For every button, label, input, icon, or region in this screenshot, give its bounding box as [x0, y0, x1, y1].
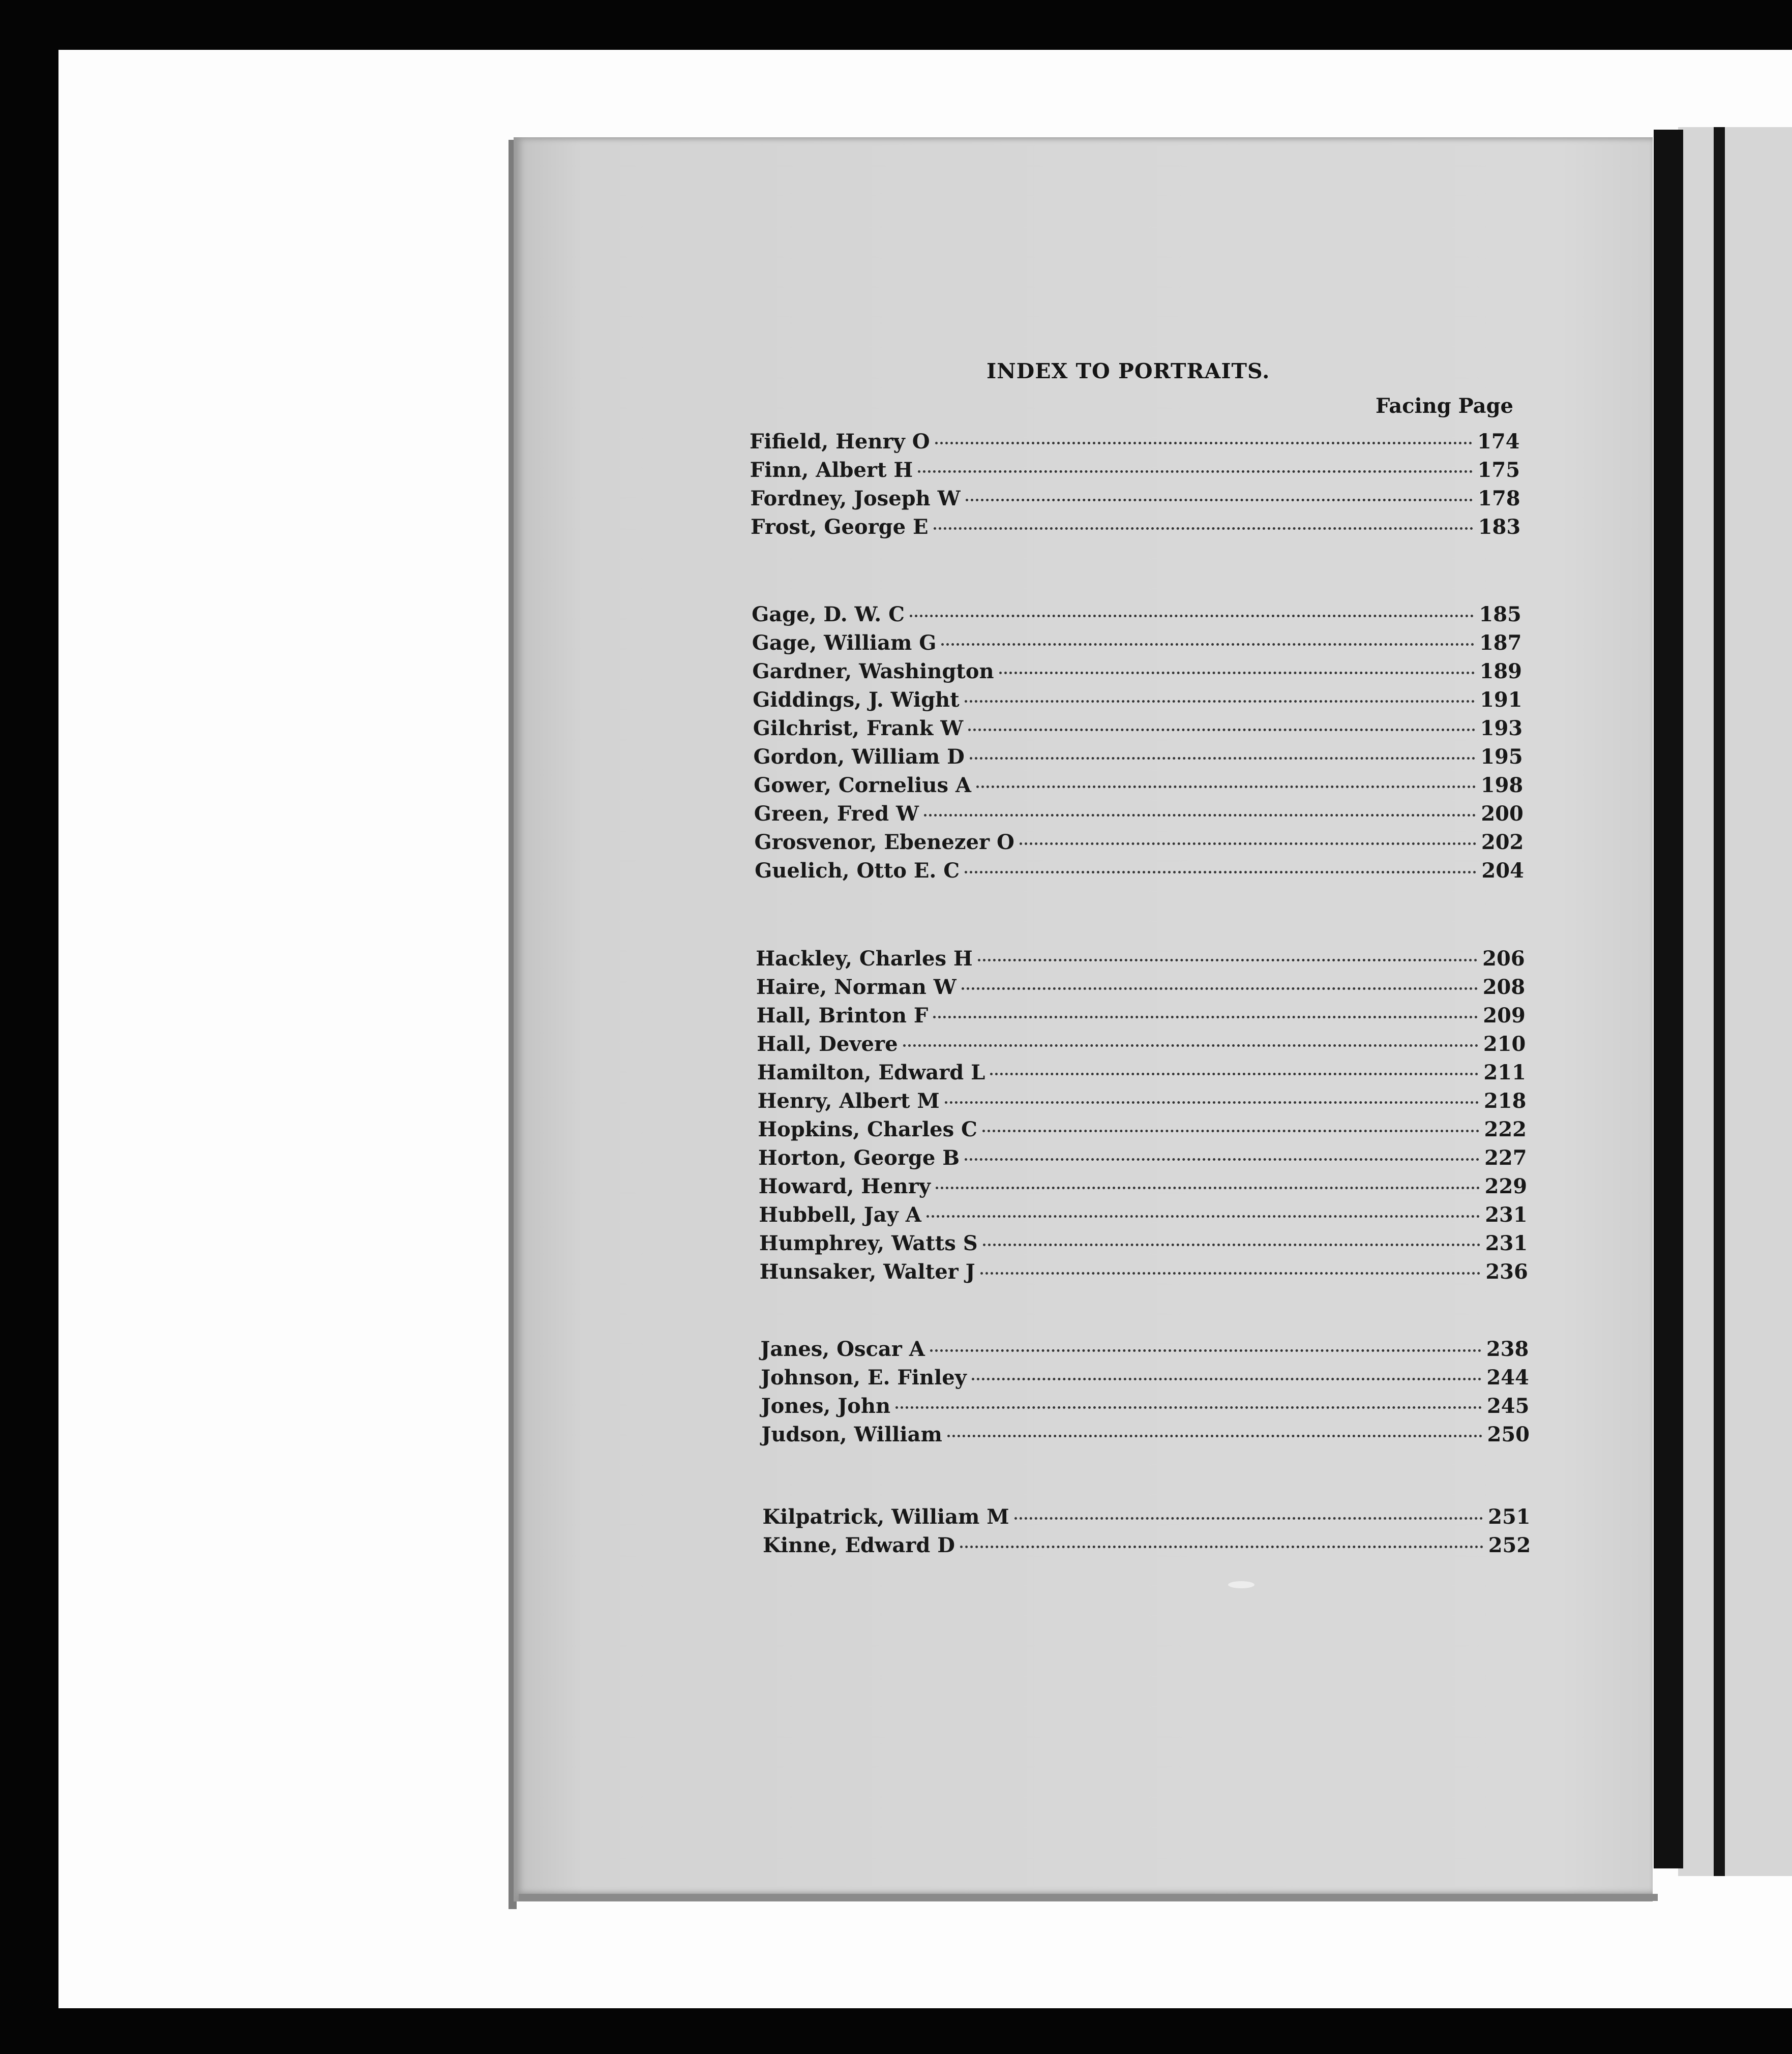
- dot-leader: [965, 700, 1475, 703]
- index-entry: [754, 773, 1524, 801]
- entry-name: Kinne, Edward D: [763, 1533, 955, 1557]
- entry-page-number: 211: [1483, 1061, 1526, 1084]
- index-entry: [756, 1004, 1526, 1031]
- dot-leader: [930, 1349, 1481, 1352]
- entry-name: Gardner, Washington: [752, 659, 994, 683]
- index-entry: [759, 1231, 1528, 1259]
- entry-name: Guelich, Otto E. C: [755, 859, 960, 883]
- entry-name: Grosvenor, Ebenezer O: [754, 830, 1014, 854]
- entry-page-number: 222: [1484, 1117, 1527, 1141]
- entry-page-number: 238: [1486, 1337, 1529, 1361]
- entry-name: Hall, Brinton F: [756, 1004, 929, 1028]
- entry-name: Green, Fred W: [754, 802, 919, 826]
- index-entry: [751, 515, 1521, 542]
- entry-page-number: 236: [1485, 1260, 1528, 1284]
- entry-name: Fifield, Henry O: [750, 430, 930, 454]
- index-entry: [753, 688, 1522, 715]
- entry-page-number: 206: [1482, 947, 1525, 971]
- book-spine-inner: [1714, 127, 1725, 1876]
- index-entry: [750, 430, 1520, 457]
- page-smudge: [1228, 1581, 1255, 1588]
- index-entry: [753, 716, 1523, 744]
- entry-page-number: 204: [1481, 859, 1524, 883]
- index-entry: [757, 1089, 1527, 1116]
- entry-page-number: 250: [1487, 1423, 1530, 1446]
- entry-name: Judson, William: [761, 1423, 942, 1446]
- dot-leader: [935, 442, 1472, 444]
- dot-leader: [976, 786, 1476, 788]
- index-entry: [758, 1117, 1527, 1145]
- index-entry: [762, 1505, 1531, 1532]
- page-title: INDEX TO PORTRAITS.: [987, 359, 1270, 383]
- entry-name: Hunsaker, Walter J: [759, 1260, 975, 1284]
- entry-page-number: 229: [1484, 1174, 1528, 1198]
- dot-leader: [965, 1158, 1479, 1161]
- entry-page-number: 218: [1483, 1089, 1527, 1113]
- entry-page-number: 200: [1481, 802, 1524, 826]
- entry-name: Gage, D. W. C: [752, 602, 905, 626]
- dot-leader: [970, 757, 1475, 760]
- index-entry: [754, 802, 1524, 829]
- entry-page-number: 195: [1480, 745, 1523, 769]
- index-entry: [756, 975, 1526, 1003]
- entry-name: Gage, William G: [752, 631, 937, 655]
- dot-leader: [1014, 1517, 1483, 1520]
- index-entry: [755, 859, 1524, 886]
- entry-page-number: 231: [1485, 1231, 1528, 1255]
- dot-leader: [924, 814, 1476, 817]
- entry-name: Fordney, Joseph W: [750, 487, 961, 510]
- entry-name: Finn, Albert H: [750, 458, 913, 482]
- dot-leader: [972, 1378, 1482, 1380]
- entry-name: Gordon, William D: [753, 745, 965, 769]
- index-entry: [756, 947, 1525, 974]
- entry-name: Hackley, Charles H: [756, 947, 973, 971]
- entry-page-number: 198: [1480, 773, 1524, 797]
- entry-name: Kilpatrick, William M: [762, 1505, 1009, 1529]
- index-entry: [760, 1337, 1529, 1365]
- facing-page-edge: [1678, 127, 1792, 1876]
- index-entry: [750, 458, 1520, 486]
- entry-name: Horton, George B: [758, 1146, 960, 1170]
- entry-name: Frost, George E: [751, 515, 929, 539]
- entry-page-number: 245: [1486, 1394, 1530, 1418]
- entry-name: Haire, Norman W: [756, 975, 957, 999]
- dot-leader: [945, 1101, 1479, 1104]
- dot-leader: [1020, 842, 1476, 845]
- index-entry: [758, 1146, 1527, 1173]
- dot-leader: [936, 1187, 1480, 1189]
- dot-leader: [962, 987, 1478, 990]
- entry-page-number: 191: [1480, 688, 1522, 712]
- entry-page-number: 178: [1478, 487, 1520, 510]
- index-entry: [752, 631, 1522, 658]
- entry-page-number: 202: [1481, 830, 1524, 854]
- entry-page-number: 189: [1479, 659, 1522, 683]
- index-entry: [753, 745, 1523, 772]
- page-bottom-edge: [519, 1894, 1658, 1901]
- dot-leader: [968, 729, 1475, 731]
- entry-page-number: 185: [1479, 602, 1521, 626]
- entry-page-number: 209: [1483, 1004, 1526, 1028]
- index-entry: [757, 1061, 1524, 1088]
- entry-page-number: 187: [1479, 631, 1522, 655]
- entry-page-number: 252: [1488, 1533, 1531, 1557]
- entry-name: Humphrey, Watts S: [759, 1231, 978, 1255]
- facing-page-column-header: Facing Page: [1376, 394, 1513, 418]
- dot-leader: [934, 527, 1473, 530]
- index-entry: [761, 1394, 1530, 1422]
- dot-leader: [918, 470, 1472, 473]
- dot-leader: [966, 499, 1473, 501]
- entry-name: Hamilton, Edward L: [757, 1061, 985, 1084]
- index-entry: [760, 1260, 1526, 1287]
- index-entry: [754, 830, 1524, 858]
- dot-leader: [965, 871, 1476, 873]
- dot-leader: [910, 615, 1474, 617]
- dot-leader: [983, 1244, 1480, 1246]
- entry-page-number: 227: [1484, 1146, 1527, 1170]
- entry-name: Howard, Henry: [758, 1174, 931, 1198]
- entry-name: Jones, John: [761, 1394, 891, 1418]
- index-entry: [752, 602, 1521, 630]
- index-entry: [758, 1174, 1528, 1202]
- index-entry: [752, 659, 1522, 687]
- index-entry: [759, 1203, 1528, 1230]
- entry-name: Janes, Oscar A: [760, 1337, 925, 1361]
- book-spine: [1654, 130, 1683, 1868]
- entry-name: Hubbell, Jay A: [759, 1203, 921, 1227]
- dot-leader: [999, 672, 1475, 674]
- dot-leader: [960, 1546, 1483, 1548]
- entry-page-number: 174: [1477, 430, 1520, 454]
- entry-page-number: 244: [1486, 1366, 1529, 1390]
- entry-name: Henry, Albert M: [757, 1089, 940, 1113]
- dot-leader: [978, 959, 1477, 961]
- entry-page-number: 210: [1483, 1032, 1526, 1056]
- dot-leader: [947, 1435, 1482, 1437]
- dot-leader: [903, 1044, 1478, 1047]
- entry-name: Hopkins, Charles C: [758, 1117, 977, 1141]
- entry-page-number: 251: [1488, 1505, 1531, 1529]
- entry-name: Hall, Devere: [757, 1032, 898, 1056]
- dot-leader: [982, 1130, 1479, 1132]
- dot-leader: [941, 643, 1474, 646]
- index-entry: [763, 1533, 1531, 1561]
- index-entry: [757, 1032, 1526, 1060]
- entry-page-number: 183: [1478, 515, 1521, 539]
- index-entry: [761, 1366, 1529, 1393]
- entry-page-number: 231: [1485, 1203, 1528, 1227]
- index-entry: [750, 487, 1520, 514]
- index-entry: [761, 1423, 1530, 1450]
- entry-name: Johnson, E. Finley: [761, 1366, 967, 1390]
- entry-name: Giddings, J. Wight: [753, 688, 960, 712]
- entry-name: Gilchrist, Frank W: [753, 716, 964, 740]
- dot-leader: [927, 1215, 1480, 1218]
- entry-page-number: 175: [1477, 458, 1520, 482]
- dot-leader: [933, 1016, 1478, 1018]
- dot-leader: [980, 1272, 1481, 1275]
- entry-name: Gower, Cornelius A: [754, 773, 971, 797]
- dot-leader: [895, 1406, 1482, 1409]
- entry-page-number: 193: [1480, 716, 1523, 740]
- dot-leader: [990, 1073, 1478, 1075]
- entry-page-number: 208: [1482, 975, 1526, 999]
